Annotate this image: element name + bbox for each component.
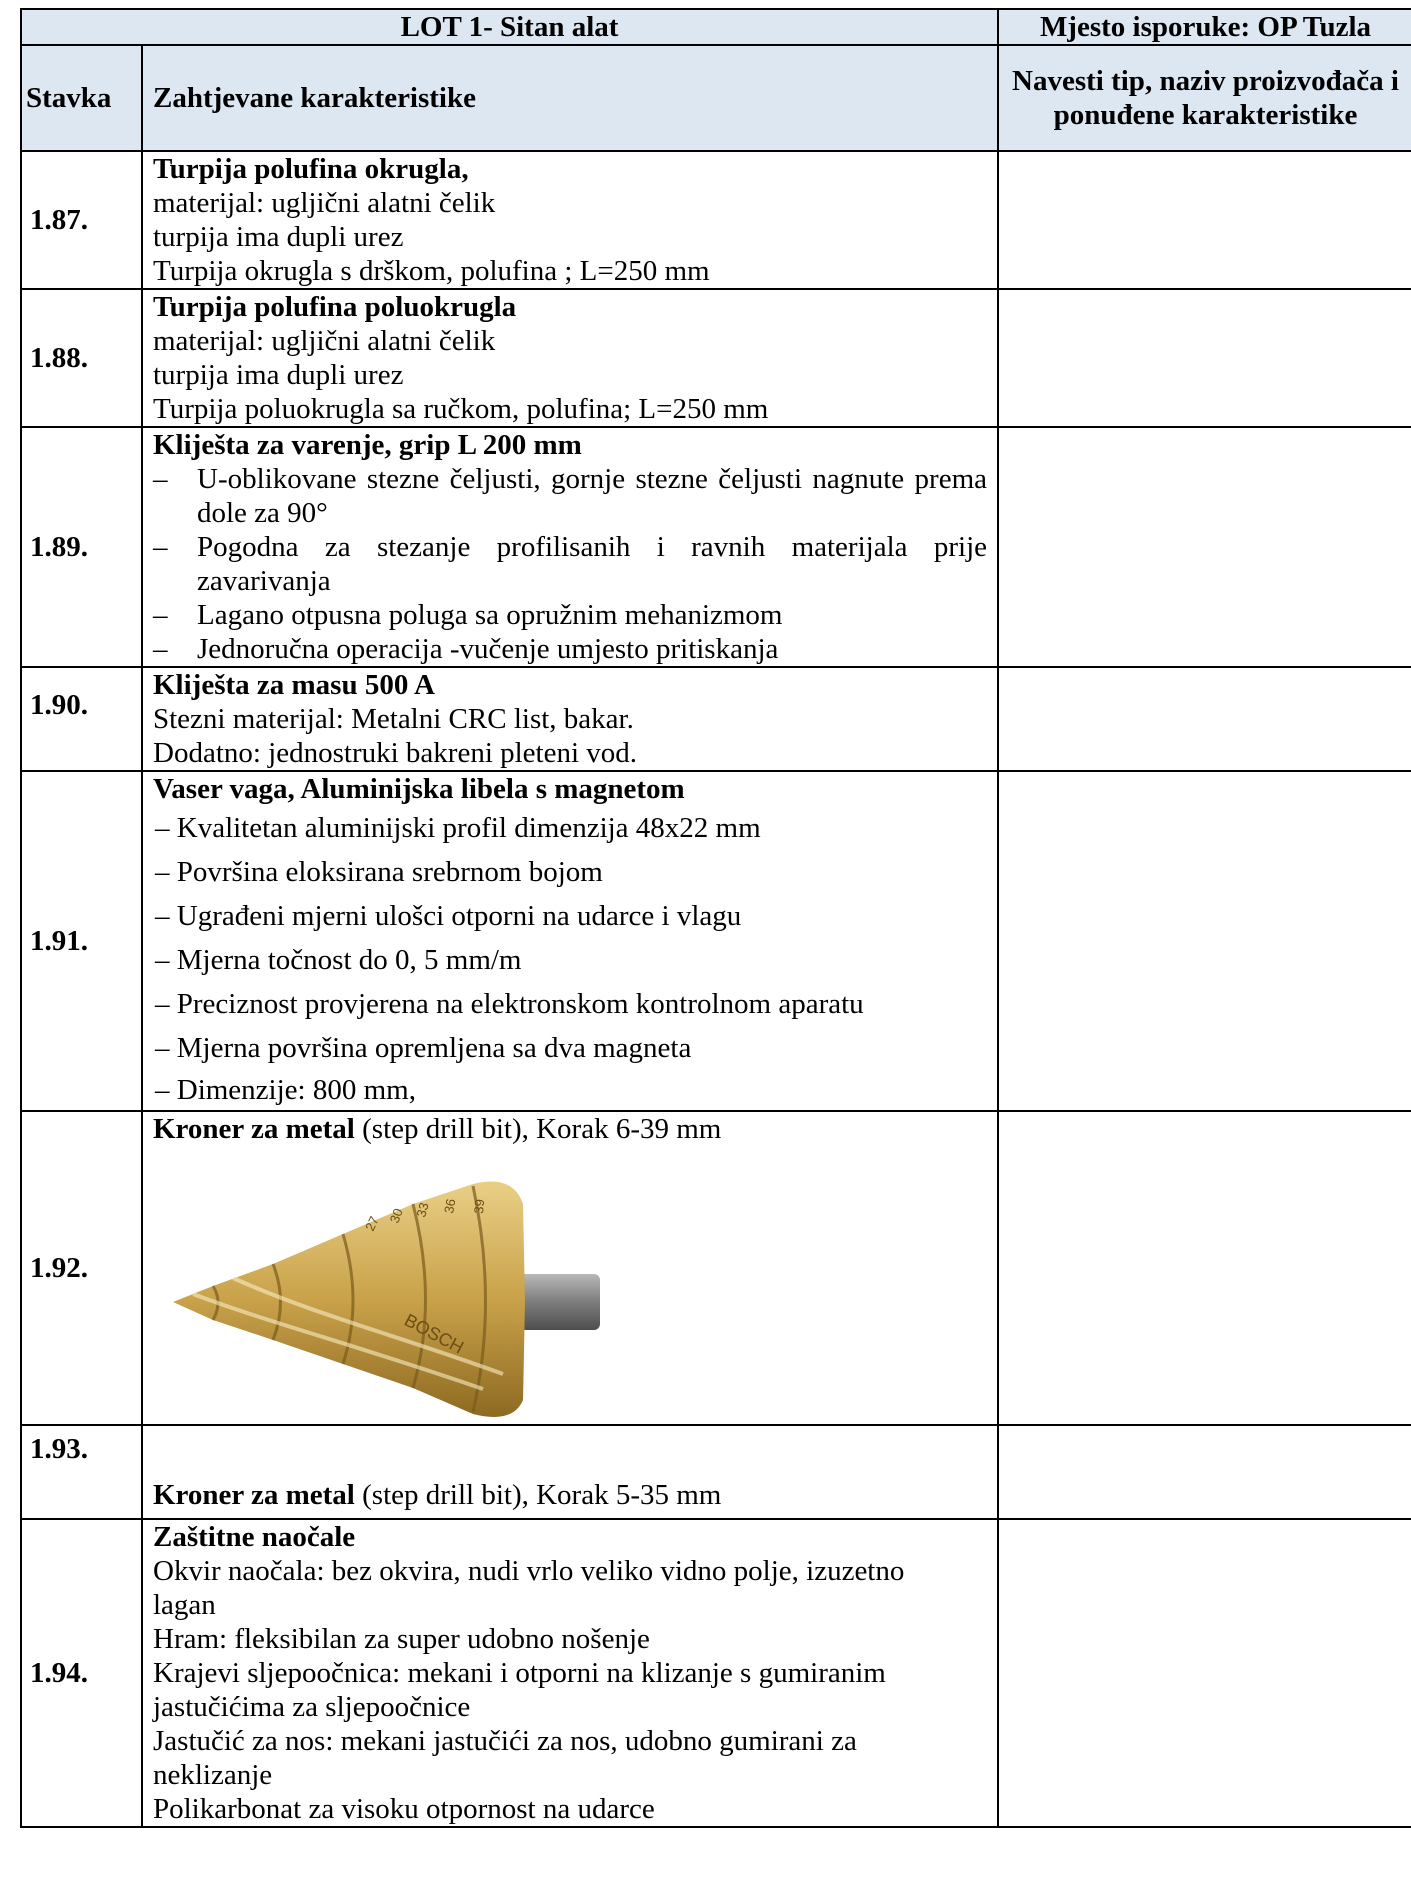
item-line: Krajevi sljepoočnica: mekani i otporni na klizanje s gumiranim jastučićima za sljepoočnice [153,1657,886,1723]
item-line: Turpija okrugla s drškom, polufina ; L=250 mm [153,255,710,287]
item-line: materijal: ugljični alatni čelik [153,325,496,357]
item-title: Turpija polufina poluokrugla [153,291,517,323]
item-line: turpija ima dupli urez [153,221,404,253]
item-number: 1.89. [21,427,142,667]
table-row [21,771,1411,1111]
item-line: Hram: fleksibilan za super udobno nošenje [153,1623,650,1655]
item-number: 1.88. [21,289,142,427]
dash-bullet-icon: – [153,531,168,563]
item-title: Kroner za metal [153,1113,355,1145]
bullet-item: – U-oblikovane stezne čeljusti, gornje stezne čeljusti nagnute prema dole za 90° [153,463,987,529]
bullet-item: – Jednoručna operacija -vučenje umjesto pritiskanja [153,633,779,665]
svg-text:36: 36 [441,1197,459,1215]
dash-bullet-icon: – [153,633,168,665]
item-line: Okvir naočala: bez okvira, nudi vrlo veliko vidno polje, izuzetno lagan [153,1555,905,1621]
items-table [20,8,1411,1828]
dash-bullet-icon: – [153,599,168,631]
item-title: Kroner za metal [153,1479,355,1511]
header-row-lot [21,9,1411,45]
offer-cell[interactable] [998,151,1411,289]
item-title-line [153,1112,987,1146]
item-title: Zaštitne naočale [153,1521,356,1553]
dash-list-item: – Preciznost provjerena na elektronskom kontrolnom aparatu [155,988,864,1020]
table-row [21,1519,1411,1827]
item-description [142,667,998,771]
item-title: Vaser vaga, Aluminijska libela s magnetom [153,773,685,805]
col-header-stavka: Stavka [21,45,142,151]
table-row [21,427,1411,667]
offer-cell[interactable] [998,667,1411,771]
item-line: Jastučić za nos: mekani jastučići za nos, udobno gumirani za neklizanje [153,1725,857,1791]
svg-text:27: 27 [362,1213,382,1234]
svg-text:BOSCH: BOSCH [401,1309,468,1358]
svg-text:33: 33 [413,1200,432,1219]
dash-list-item: – Ugrađeni mjerni ulošci otporni na udarce i vlagu [155,900,742,932]
item-number: 1.90. [21,667,142,771]
item-number: 1.94. [21,1519,142,1827]
item-number: 1.87. [21,151,142,289]
document-page [20,8,1411,1828]
item-line: Turpija poluokrugla sa ručkom, polufina; L=250 mm [153,393,769,425]
item-number: 1.91. [21,771,142,1111]
step-drill-bit-image [153,1174,987,1424]
dash-list-item: – Mjerna točnost do 0, 5 mm/m [155,944,522,976]
table-row [21,289,1411,427]
table-row [21,151,1411,289]
dash-list-item: – Mjerna površina opremljena sa dva magneta [155,1032,692,1064]
bullet-item: – Pogodna za stezanje profilisanih i ravnih materijala prije zavarivanja [153,531,987,597]
dash-list [153,806,987,1110]
item-line: Dodatno: jednostruki bakreni pleteni vod. [153,737,638,769]
item-title: Kliješta za masu 500 A [153,669,435,701]
item-subtitle: (step drill bit), Korak 5-35 mm [354,1479,722,1511]
col-header-zahtjevane: Zahtjevane karakteristike [142,45,998,151]
item-title: Kliješta za varenje, grip L 200 mm [153,429,582,461]
col-header-navesti: Navesti tip, naziv proizvođača i ponuđene karakteristike [998,45,1411,151]
item-number: 1.92. [21,1111,142,1425]
offer-cell[interactable] [998,427,1411,667]
svg-text:30: 30 [386,1206,406,1226]
lot-title: LOT 1- Sitan alat [21,9,998,45]
item-description [142,771,998,1111]
offer-cell[interactable] [998,1425,1411,1519]
item-description [142,427,998,667]
offer-cell[interactable] [998,1111,1411,1425]
item-description [142,1519,998,1827]
item-line: materijal: ugljični alatni čelik [153,187,496,219]
item-line: turpija ima dupli urez [153,359,404,391]
table-row [21,1111,1411,1425]
header-row-columns [21,45,1411,151]
dash-list-item: – Površina eloksirana srebrnom bojom [155,856,603,888]
item-description [142,289,998,427]
item-line: Polikarbonat za visoku otpornost na udarce [153,1793,655,1825]
bullet-item: – Lagano otpusna poluga sa opružnim mehanizmom [153,599,783,631]
delivery-place: Mjesto isporuke: OP Tuzla [998,9,1411,45]
item-subtitle: (step drill bit), Korak 6-39 mm [354,1113,722,1145]
offer-cell[interactable] [998,771,1411,1111]
item-description [142,151,998,289]
offer-cell[interactable] [998,1519,1411,1827]
dash-list-item: – Kvalitetan aluminijski profil dimenzija 48x22 mm [155,812,761,844]
dash-bullet-icon: – [153,463,168,495]
item-number: 1.93. [21,1425,142,1519]
offer-cell[interactable] [998,289,1411,427]
item-line: Stezni materijal: Metalni CRC list, bakar. [153,703,634,735]
table-row [21,667,1411,771]
svg-text:39: 39 [471,1198,488,1215]
item-title: Turpija polufina okrugla, [153,153,469,185]
item-description [142,1111,998,1425]
dash-list-item: – Dimenzije: 800 mm, [155,1074,416,1106]
item-description [142,1425,998,1519]
table-row [21,1425,1411,1519]
step-drill-bit-icon [153,1174,613,1424]
